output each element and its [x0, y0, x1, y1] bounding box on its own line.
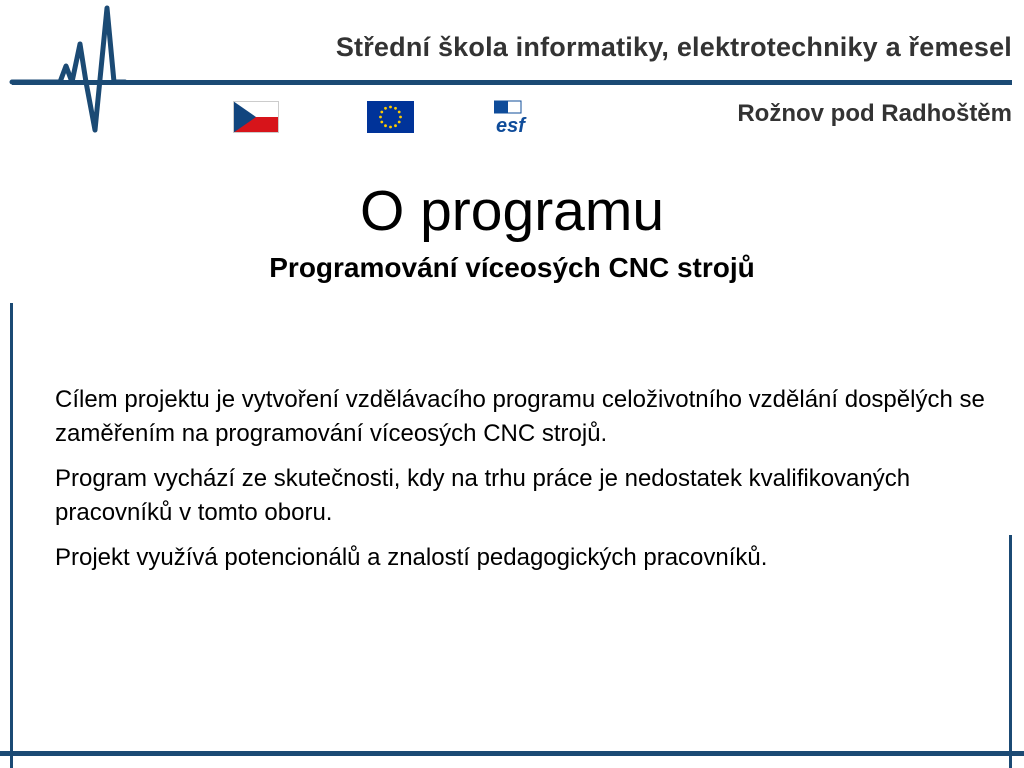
- body-paragraph: Program vychází ze skutečnosti, kdy na trhu práce je nedostatek kvalifikovaných pracovníků v tomto oboru.: [55, 465, 911, 526]
- slide-subtitle: Programování víceosých CNC strojů: [269, 252, 755, 283]
- eu-flag-icon: [367, 101, 414, 133]
- slide-title: O programu: [359, 179, 665, 243]
- town-name: Rožnov pod Radhoštěm: [737, 100, 1012, 127]
- left-frame-line: [10, 303, 13, 768]
- czech-flag-icon: [233, 101, 279, 133]
- heartbeat-pulse-icon: [0, 0, 140, 140]
- right-frame-line: [1009, 535, 1012, 768]
- slide-body: [55, 383, 995, 586]
- esf-logo-text: esf: [496, 115, 525, 135]
- body-paragraph: Projekt využívá potencionálů a znalostí pedagogických pracovníků.: [55, 544, 768, 571]
- esf-logo-icon: [494, 99, 534, 135]
- body-paragraph: Cílem projektu je vytvoření vzdělávacího programu celoživotního vzdělání dospělých se zaměřením na programování víceosých CNC strojů.: [55, 386, 985, 447]
- school-name: Střední škola informatiky, elektrotechniky a řemesel: [335, 32, 1012, 62]
- footer-line: [0, 751, 1024, 756]
- header-line: [12, 80, 1012, 85]
